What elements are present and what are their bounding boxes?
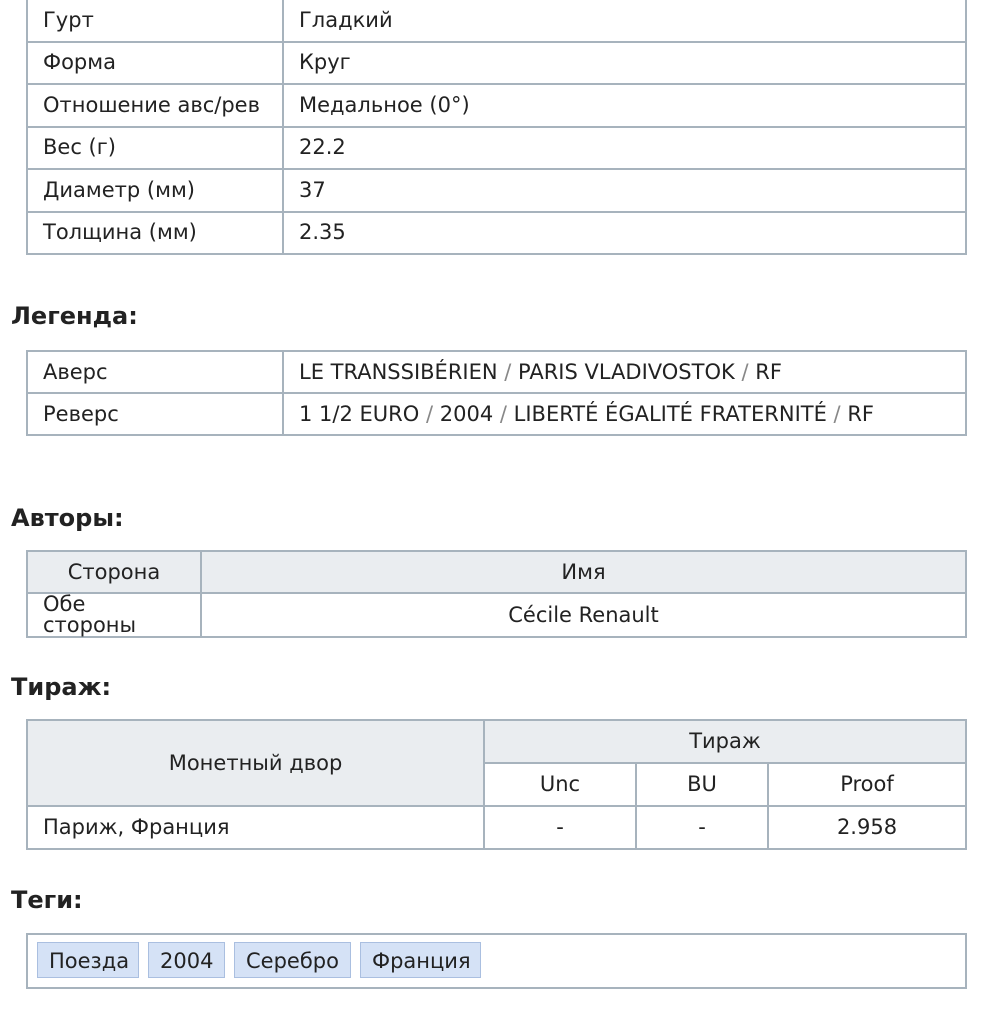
obverse-inscription <box>283 351 966 393</box>
spec-value: 37 <box>283 169 966 212</box>
mintage-unc: - <box>484 806 636 849</box>
spec-label: Отношение авс/рев <box>27 84 283 127</box>
tags-heading: Теги: <box>11 886 83 914</box>
spec-label: Вес (г) <box>27 127 283 170</box>
table-row <box>27 806 966 849</box>
spec-value: 2.35 <box>283 212 966 255</box>
spec-value: Медальное (0°) <box>283 84 966 127</box>
inscription-part: RF <box>847 401 874 426</box>
legend-table <box>26 350 967 436</box>
column-header-proof: Proof <box>768 763 966 806</box>
inscription-separator: / <box>741 359 749 384</box>
mintage-table <box>26 719 967 850</box>
mintage-proof: 2.958 <box>768 806 966 849</box>
table-row <box>27 42 966 85</box>
inscription-part: 1 1/2 EURO <box>299 401 420 426</box>
mintage-heading: Тираж: <box>11 673 112 701</box>
inscription-separator: / <box>504 359 512 384</box>
author-side: Обе стороны <box>27 593 201 637</box>
spec-value: Круг <box>283 42 966 85</box>
spec-label: Диаметр (мм) <box>27 169 283 212</box>
tag-trains[interactable]: Поезда <box>37 942 139 978</box>
table-header-row <box>27 551 966 593</box>
authors-table <box>26 550 967 638</box>
tag-silver[interactable]: Серебро <box>234 942 351 978</box>
obverse-label: Аверс <box>27 351 283 393</box>
mintage-bu: - <box>636 806 768 849</box>
spec-value: 22.2 <box>283 127 966 170</box>
table-row <box>27 393 966 435</box>
tag-2004[interactable]: 2004 <box>148 942 225 978</box>
spec-value: Гладкий <box>283 0 966 42</box>
legend-heading: Легенда: <box>11 302 138 330</box>
inscription-part: LE TRANSSIBÉRIEN <box>299 359 498 384</box>
inscription-separator: / <box>499 401 507 426</box>
table-row <box>27 127 966 170</box>
spec-label: Толщина (мм) <box>27 212 283 255</box>
spec-label: Форма <box>27 42 283 85</box>
inscription-separator: / <box>833 401 841 426</box>
tags-list <box>26 933 967 989</box>
tag-france[interactable]: Франция <box>360 942 481 978</box>
inscription-part: PARIS VLADIVOSTOK <box>518 359 735 384</box>
specs-table <box>26 0 967 255</box>
reverse-inscription <box>283 393 966 435</box>
authors-heading: Авторы: <box>11 504 124 532</box>
column-header-mint: Монетный двор <box>27 720 484 806</box>
column-header-bu: BU <box>636 763 768 806</box>
inscription-part: RF <box>755 359 782 384</box>
spec-label: Гурт <box>27 0 283 42</box>
mint-name: Париж, Франция <box>27 806 484 849</box>
column-header-name: Имя <box>201 551 966 593</box>
table-row <box>27 0 966 42</box>
author-name: Cécile Renault <box>201 593 966 637</box>
table-row <box>27 212 966 255</box>
inscription-part: 2004 <box>439 401 494 426</box>
table-row <box>27 84 966 127</box>
table-row <box>27 169 966 212</box>
column-header-side: Сторона <box>27 551 201 593</box>
column-header-mintage: Тираж <box>484 720 966 763</box>
table-header-row <box>27 720 966 763</box>
reverse-label: Реверс <box>27 393 283 435</box>
inscription-separator: / <box>425 401 434 426</box>
column-header-unc: Unc <box>484 763 636 806</box>
table-row <box>27 351 966 393</box>
table-row <box>27 593 966 637</box>
inscription-part: LIBERTÉ ÉGALITÉ FRATERNITÉ <box>513 401 827 426</box>
